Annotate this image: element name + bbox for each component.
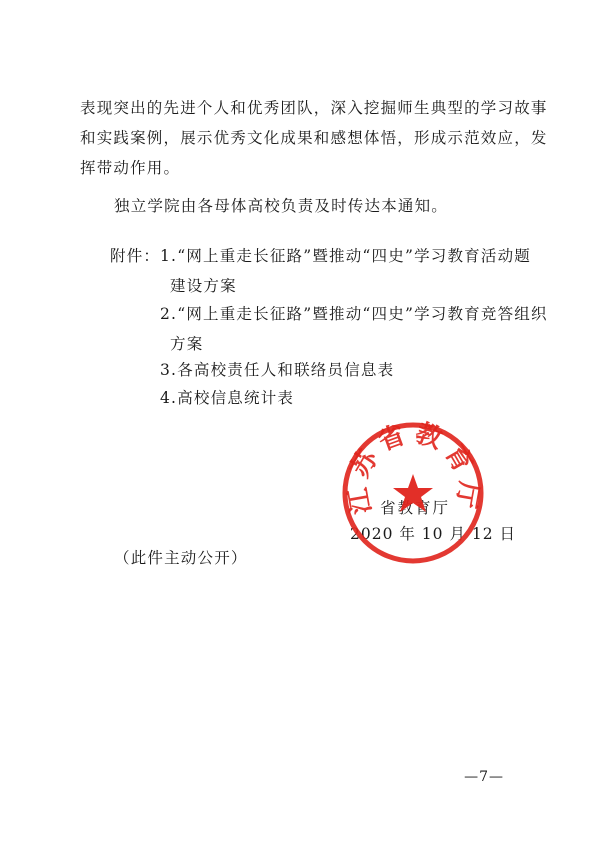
issue-date: 2020 年 10 月 12 日 bbox=[350, 525, 517, 543]
official-seal bbox=[338, 418, 488, 568]
attachment-item-1: 1.“网上重走长征路”暨推动“四史”学习教育活动题 bbox=[160, 247, 531, 265]
body-line-2: 和实践案例，展示优秀文化成果和感想体悟，形成示范效应，发 bbox=[80, 129, 548, 147]
issuer-name: 省教育厅 bbox=[380, 499, 451, 517]
public-disclosure-note: （此件主动公开） bbox=[114, 549, 248, 567]
attachment-item-1-continuation: 建设方案 bbox=[170, 277, 237, 295]
attachment-item-2: 2.“网上重走长征路”暨推动“四史”学习教育竞答组织 bbox=[160, 305, 548, 323]
attachment-item-3: 3.各高校责任人和联络员信息表 bbox=[160, 361, 395, 379]
seal-text: 江苏省教育厅 bbox=[342, 418, 484, 517]
attachment-item-4: 4.高校信息统计表 bbox=[160, 389, 295, 407]
body-line-1: 表现突出的先进个人和优秀团队，深入挖掘师生典型的学习故事 bbox=[80, 99, 548, 117]
attachments-label: 附件： bbox=[110, 247, 161, 265]
body-line-4: 独立学院由各母体高校负责及时传达本通知。 bbox=[114, 197, 449, 215]
page-number: —7— bbox=[464, 769, 504, 785]
seal-star-icon bbox=[393, 474, 433, 512]
attachment-item-2-continuation: 方案 bbox=[170, 335, 204, 353]
body-line-3: 挥带动作用。 bbox=[80, 159, 181, 177]
